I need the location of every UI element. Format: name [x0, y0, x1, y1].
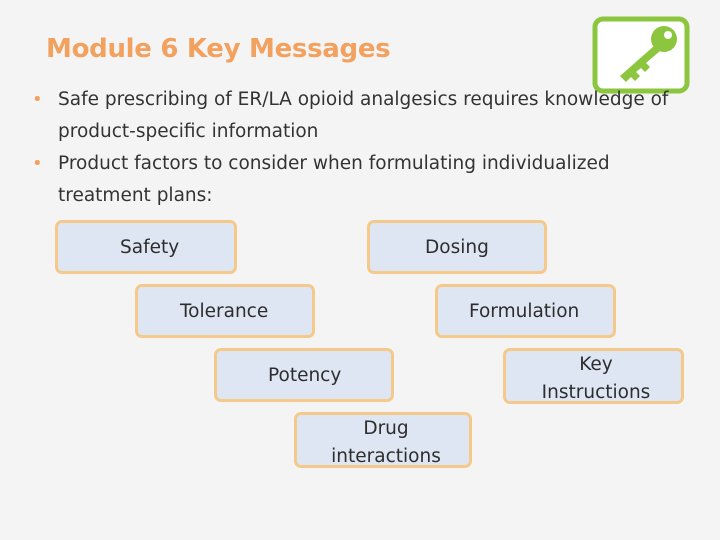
factor-box-tolerance	[135, 284, 315, 338]
bullet-dot: •	[32, 153, 43, 174]
factor-label: Drug interactions	[331, 418, 441, 467]
factor-box-drug-interactions	[294, 412, 472, 468]
factor-box-potency	[214, 348, 394, 402]
factor-label: Dosing	[425, 237, 489, 258]
factor-label: Key Instructions	[541, 354, 651, 403]
bullet-text: Product factors to consider when formulating individualized treatment plans:	[58, 153, 610, 206]
bullet-text: Safe prescribing of ER/LA opioid analgesics requires knowledge of product-specific information	[58, 89, 669, 142]
factor-box-safety	[55, 220, 237, 274]
factor-box-key-instructions	[503, 348, 684, 404]
factor-box-formulation	[435, 284, 616, 338]
factor-label: Safety	[120, 237, 180, 258]
factor-box-dosing	[367, 220, 547, 274]
bullet-dot: •	[32, 89, 43, 110]
factor-label: Formulation	[469, 301, 580, 322]
factor-label: Potency	[268, 365, 342, 386]
factor-label: Tolerance	[180, 301, 269, 322]
slide-title: Module 6 Key Messages	[46, 34, 391, 64]
